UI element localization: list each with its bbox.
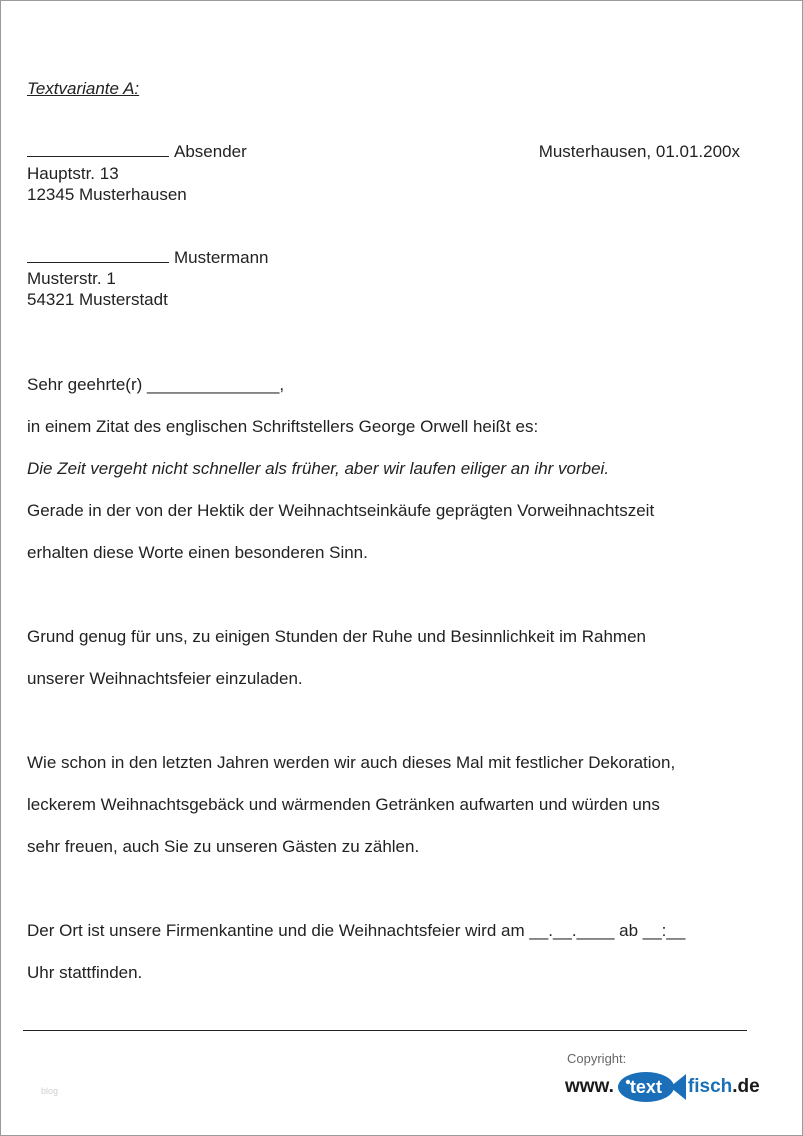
footer-divider bbox=[23, 1030, 747, 1031]
salutation: Sehr geehrte(r) ______________, bbox=[27, 375, 285, 394]
textfisch-logo bbox=[565, 1069, 760, 1105]
fish-icon bbox=[616, 1070, 686, 1104]
copyright-label: Copyright: bbox=[567, 1051, 627, 1066]
recipient-street: Musterstr. 1 bbox=[27, 269, 116, 288]
logo-fisch: fisch bbox=[687, 1076, 733, 1097]
body-line: leckerem Weihnachtsgebäck und wärmenden Getränken aufwarten und würden uns bbox=[27, 795, 660, 814]
sender-line bbox=[27, 142, 247, 162]
body-line: Grund genug für uns, zu einigen Stunden der Ruhe und Besinnlichkeit im Rahmen bbox=[27, 627, 646, 646]
body-line: Wie schon in den letzten Jahren werden wir auch dieses Mal mit festlicher Dekoration, bbox=[27, 753, 676, 772]
body-line: unserer Weihnachtsfeier einzuladen. bbox=[27, 669, 303, 688]
recipient-line bbox=[27, 248, 268, 268]
letter-date: Musterhausen, 01.01.200x bbox=[538, 142, 740, 161]
recipient-label: Mustermann bbox=[174, 248, 269, 267]
sender-label: Absender bbox=[174, 142, 247, 161]
logo-tld: .de bbox=[732, 1076, 760, 1097]
watermark: blog bbox=[41, 1086, 59, 1096]
logo-text: text bbox=[629, 1077, 662, 1097]
body-line: Gerade in der von der Hektik der Weihnachtseinkäufe geprägten Vorweihnachtszeit bbox=[27, 501, 655, 520]
body-line: sehr freuen, auch Sie zu unseren Gästen zu zählen. bbox=[27, 837, 420, 856]
sender-street: Hauptstr. 13 bbox=[27, 164, 119, 183]
document-title: Textvariante A: bbox=[27, 79, 140, 98]
logo-www: www. bbox=[565, 1076, 614, 1097]
recipient-blank bbox=[27, 248, 169, 263]
body-line: erhalten diese Worte einen besonderen Sinn. bbox=[27, 543, 368, 562]
body-line: Uhr stattfinden. bbox=[27, 963, 143, 982]
sender-blank bbox=[27, 142, 169, 157]
body-line: in einem Zitat des englischen Schriftstellers George Orwell heißt es: bbox=[27, 417, 539, 436]
body-line: Der Ort ist unsere Firmenkantine und die Weihnachtsfeier wird am __.__.____ ab __:__ bbox=[27, 921, 686, 940]
orwell-quote: Die Zeit vergeht nicht schneller als früher, aber wir laufen eiliger an ihr vorbei. bbox=[27, 459, 610, 478]
sender-city: 12345 Musterhausen bbox=[27, 185, 187, 204]
recipient-city: 54321 Musterstadt bbox=[27, 290, 168, 309]
